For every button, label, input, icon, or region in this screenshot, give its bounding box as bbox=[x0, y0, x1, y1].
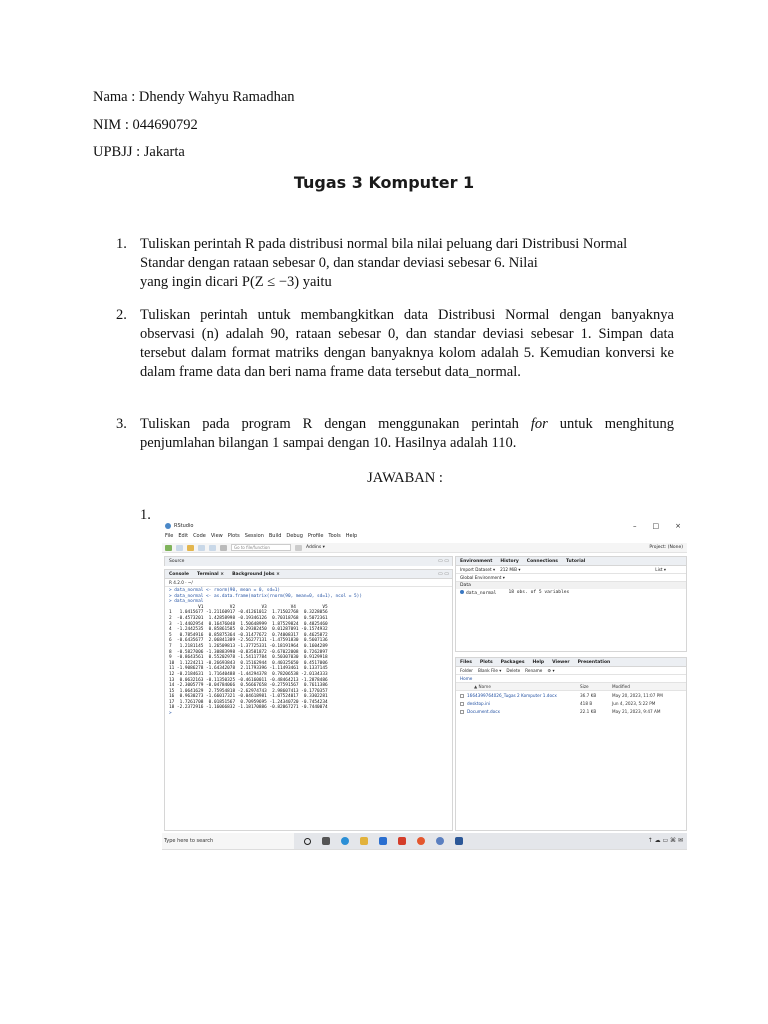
question-line: yang ingin dicari P(Z ≤ −3) yaitu bbox=[140, 274, 332, 290]
data-frame-icon bbox=[460, 590, 464, 594]
menu-build[interactable]: Build bbox=[268, 533, 282, 539]
console-line: > bbox=[169, 711, 172, 717]
menu-edit[interactable]: Edit bbox=[178, 533, 189, 539]
console-line: 15 1.0641629 2.75954818 -2.62974743 2.98607413 -0.1770357 bbox=[169, 688, 328, 694]
question-line: Standar dengan rataan sebesar 0, dan standar deviasi sebesar 6. Nilai bbox=[140, 255, 538, 271]
document-title: Tugas 3 Komputer 1 bbox=[293, 173, 475, 192]
tab-history[interactable]: History bbox=[500, 559, 519, 564]
chrome-icon[interactable] bbox=[417, 837, 425, 845]
tab-plots[interactable]: Plots bbox=[479, 660, 493, 665]
edge-icon[interactable] bbox=[341, 837, 349, 845]
environment-scope-bar bbox=[456, 574, 686, 582]
tab-presentation[interactable]: Presentation bbox=[577, 660, 611, 665]
close-button[interactable]: × bbox=[675, 522, 681, 530]
console-line: 14 -2.3005779 -0.04784066 0.56667658 -0.27591567 0.7611386 bbox=[169, 683, 328, 689]
console-line: 10 1.1224211 -0.26693843 0.15162944 0.40325650 0.4517006 bbox=[169, 660, 328, 666]
files-breadcrumb bbox=[456, 675, 686, 683]
console-line: 1 1.0415677 -1.21160917 -0.41261012 1.71502768 0.3228056 bbox=[169, 610, 328, 616]
pane-resize-icon[interactable]: ▭ ▭ bbox=[437, 558, 449, 564]
column-size[interactable]: Size bbox=[580, 684, 589, 689]
console-line: > data_normal <- rnorm(90, mean = 0, sd=1) bbox=[169, 588, 281, 593]
question-2 bbox=[116, 306, 674, 382]
open-file-icon[interactable] bbox=[187, 545, 194, 551]
rstudio-screenshot bbox=[162, 520, 687, 850]
tab-console[interactable]: Console bbox=[169, 572, 189, 577]
question-3 bbox=[116, 415, 674, 453]
menu-session[interactable]: Session bbox=[244, 533, 264, 539]
console-line: 12 -0.2184631 1.71640488 -1.44294378 0.78206538 -2.0134333 bbox=[169, 671, 328, 677]
file-modified: May 20, 2023, 11:07 PM bbox=[612, 692, 663, 698]
menu-tools[interactable]: Tools bbox=[328, 533, 341, 539]
delete-button[interactable]: Delete bbox=[506, 668, 521, 673]
pane-resize-icon[interactable]: ▭ ▭ bbox=[437, 571, 449, 577]
print-icon[interactable] bbox=[220, 545, 227, 551]
memory-usage-button[interactable]: 212 MiB ▾ bbox=[500, 567, 521, 572]
source-pane bbox=[164, 556, 453, 566]
console-subbar bbox=[165, 579, 452, 587]
console-line: 9 -0.8643561 0.55202978 -1.54117784 0.50307030 0.9129918 bbox=[169, 655, 328, 661]
file-name[interactable]: desktop.ini bbox=[467, 700, 491, 706]
window-controls bbox=[633, 522, 681, 530]
store-icon[interactable] bbox=[379, 837, 387, 845]
window-title: RStudio bbox=[174, 523, 194, 529]
file-explorer-icon[interactable] bbox=[360, 837, 368, 845]
tab-tutorial[interactable]: Tutorial bbox=[565, 559, 586, 564]
tab-environment[interactable]: Environment bbox=[460, 559, 493, 564]
tab-help[interactable]: Help bbox=[532, 660, 545, 665]
windows-taskbar bbox=[162, 833, 687, 849]
file-size: 22.1 KB bbox=[580, 708, 597, 714]
source-pane-header[interactable] bbox=[165, 557, 452, 566]
console-output[interactable] bbox=[165, 587, 452, 718]
home-breadcrumb[interactable]: Home bbox=[460, 676, 473, 681]
file-checkbox[interactable] bbox=[460, 710, 464, 714]
console-line: 18 -2.2372916 -1.16066832 -1.18170886 -0.82067271 -0.7440074 bbox=[169, 705, 328, 711]
main-toolbar bbox=[162, 543, 687, 553]
console-line: 8 -0.5827006 -1.30883998 -0.83581872 -0.67022008 0.7262897 bbox=[169, 649, 328, 655]
project-selector[interactable]: Project: (None) bbox=[649, 545, 683, 550]
file-row[interactable] bbox=[456, 699, 686, 707]
new-folder-button[interactable]: Folder bbox=[460, 668, 473, 673]
addins-dropdown[interactable]: Addins ▾ bbox=[306, 545, 325, 550]
menu-help[interactable]: Help bbox=[345, 533, 358, 539]
file-name[interactable]: Document.docx bbox=[467, 708, 501, 714]
file-modified: May 21, 2023, 9:47 AM bbox=[612, 708, 661, 714]
files-tabs bbox=[456, 658, 686, 667]
new-file-icon[interactable] bbox=[165, 545, 172, 551]
env-section-header: Data bbox=[456, 582, 686, 589]
save-all-icon[interactable] bbox=[209, 545, 216, 551]
console-line: > data_normal bbox=[169, 599, 204, 605]
import-dataset-button[interactable]: Import Dataset ▾ bbox=[460, 567, 496, 572]
blank-file-button[interactable]: Blank File ▾ bbox=[477, 668, 502, 673]
answer-number: 1. bbox=[140, 507, 151, 523]
menu-plots[interactable]: Plots bbox=[227, 533, 240, 539]
column-name[interactable]: ▲ Name bbox=[474, 684, 491, 689]
taskbar-apps bbox=[304, 837, 463, 845]
console-line: 5 0.7854916 0.85875364 -0.31477672 0.74008317 0.4625872 bbox=[169, 632, 328, 638]
console-line: 2 -0.4573201 1.42858998 -0.19346126 0.70318768 0.5072361 bbox=[169, 615, 328, 621]
rename-button[interactable]: Rename bbox=[525, 668, 543, 673]
question-1 bbox=[116, 235, 674, 292]
file-modified: Jun 4, 2023, 5:22 PM bbox=[612, 700, 656, 706]
console-line: 6 -0.6435677 2.06841389 -2.56277131 -1.47591830 0.5607136 bbox=[169, 638, 328, 644]
file-size: 418 B bbox=[580, 700, 593, 706]
workspace-panes-icon[interactable] bbox=[295, 545, 302, 551]
console-line: V1 V2 V3 V4 V5 bbox=[169, 604, 328, 610]
question-text bbox=[140, 415, 674, 453]
env-variable-desc: 18 obs. of 5 variables bbox=[508, 590, 570, 595]
system-tray[interactable]: ↑ ☁ ▭ ⌘ ✉ bbox=[647, 837, 683, 844]
console-line: 4 -1.2442535 0.85861585 0.29382450 0.01287091 -0.1574932 bbox=[169, 627, 328, 633]
files-header-row bbox=[456, 683, 686, 691]
file-row[interactable] bbox=[456, 707, 686, 715]
console-pane bbox=[164, 569, 453, 831]
console-line: 17 1.7261708 0.01851567 0.70959695 -1.24340720 -0.7454234 bbox=[169, 699, 328, 705]
file-checkbox[interactable] bbox=[460, 702, 464, 706]
minimize-button[interactable]: – bbox=[633, 522, 637, 530]
question-number: 2. bbox=[116, 307, 127, 323]
menu-code[interactable]: Code bbox=[193, 533, 206, 539]
rstudio-taskbar-icon[interactable] bbox=[436, 837, 444, 845]
new-project-icon[interactable] bbox=[176, 545, 183, 551]
question-text-part: Tuliskan pada program R dengan menggunakan perintah bbox=[140, 416, 531, 432]
menu-bar bbox=[162, 533, 357, 542]
save-icon[interactable] bbox=[198, 545, 205, 551]
environment-tabs bbox=[456, 557, 686, 566]
environment-toolbar bbox=[456, 566, 686, 574]
console-line: > data_normal <- as.data.frame(matrix(rnorm(90, mean=0, sd=1), ncol = 5)) bbox=[169, 593, 362, 599]
console-line: 13 0.0632163 -0.11350325 -0.46160011 -0.48464213 -1.2878486 bbox=[169, 677, 328, 683]
tab-files[interactable]: Files bbox=[460, 660, 472, 665]
menu-profile[interactable]: Profile bbox=[307, 533, 324, 539]
jawaban-heading: JAWABAN : bbox=[367, 470, 443, 486]
menu-view[interactable]: View bbox=[210, 533, 223, 539]
files-pane bbox=[455, 657, 687, 831]
tab-terminal[interactable]: Terminal × bbox=[196, 572, 225, 577]
keyword-for: for bbox=[530, 416, 548, 432]
tab-packages[interactable]: Packages bbox=[500, 660, 525, 665]
source-label: Source bbox=[169, 559, 185, 564]
question-text: Tuliskan perintah untuk membangkitkan data Distribusi Normal dengan banyaknya observasi (n) adalah 90, rataan sebesar 0, dan standar deviasi sebesar 1. Simpan data tersebut dalam format matriks dengan banyaknya kolom adalah 5. Kemudian konversi ke dalam frame data dan beri nama frame data tersebut data_normal. bbox=[140, 307, 674, 380]
more-settings-button[interactable]: ⚙ ▾ bbox=[547, 668, 555, 673]
question-number: 1. bbox=[116, 236, 127, 252]
r-version-label: R 4.2.0 · ~/ bbox=[169, 580, 193, 585]
maximize-button[interactable]: □ bbox=[652, 522, 660, 530]
office-icon[interactable] bbox=[398, 837, 406, 845]
console-line: 3 -1.4402954 0.16476048 1.50648999 1.87529824 0.4825460 bbox=[169, 621, 328, 627]
menu-file[interactable]: File bbox=[165, 533, 174, 539]
file-name[interactable]: 1664399764026_Tugas 2 Komputer 1.docx bbox=[467, 692, 557, 698]
question-line: Tuliskan perintah R pada distribusi normal bila nilai peluang dari Distribusi Normal bbox=[140, 236, 628, 252]
goto-file-input[interactable]: Go to file/function bbox=[231, 544, 291, 551]
student-nim: NIM : 044690792 bbox=[93, 117, 198, 133]
console-line: 11 -1.9086278 -1.64342078 2.11793396 -1.11493461 0.1337145 bbox=[169, 666, 328, 672]
column-modified[interactable]: Modified bbox=[612, 684, 630, 689]
question-number: 3. bbox=[116, 416, 127, 432]
environment-pane bbox=[455, 556, 687, 652]
global-environment-dropdown[interactable]: Global Environment ▾ bbox=[460, 575, 505, 580]
cortana-icon[interactable] bbox=[304, 838, 311, 845]
file-checkbox[interactable] bbox=[460, 694, 464, 698]
console-line: 16 0.9630273 -1.66017321 -0.04618981 -1.07524017 0.3302281 bbox=[169, 694, 328, 700]
tab-connections[interactable]: Connections bbox=[526, 559, 558, 564]
word-icon[interactable] bbox=[455, 837, 463, 845]
file-size: 36.7 KB bbox=[580, 692, 597, 698]
console-tabs bbox=[165, 570, 452, 579]
console-line: 7 1.2181145 1.26509813 -1.37725331 -0.18191964 0.1604289 bbox=[169, 643, 328, 649]
student-name: Nama : Dhendy Wahyu Ramadhan bbox=[93, 89, 295, 105]
list-view-dropdown[interactable]: List ▾ bbox=[655, 567, 666, 572]
files-toolbar bbox=[456, 667, 686, 675]
student-upbjj: UPBJJ : Jakarta bbox=[93, 144, 185, 160]
window-titlebar bbox=[162, 520, 687, 532]
tab-background-jobs[interactable]: Background Jobs × bbox=[232, 572, 280, 577]
file-row[interactable] bbox=[456, 691, 686, 699]
env-variable-row[interactable] bbox=[456, 589, 686, 597]
question-text-part: untuk menghitung penjumlahan bilangan 1 sampai dengan 10. Hasilnya adalah 110. bbox=[140, 416, 674, 451]
taskbar-search-input[interactable]: Type here to search bbox=[162, 833, 294, 849]
rstudio-logo-icon bbox=[165, 523, 171, 529]
menu-debug[interactable]: Debug bbox=[286, 533, 303, 539]
task-view-icon[interactable] bbox=[322, 837, 330, 845]
tab-viewer[interactable]: Viewer bbox=[552, 660, 570, 665]
env-variable-name: data_normal bbox=[466, 591, 497, 596]
